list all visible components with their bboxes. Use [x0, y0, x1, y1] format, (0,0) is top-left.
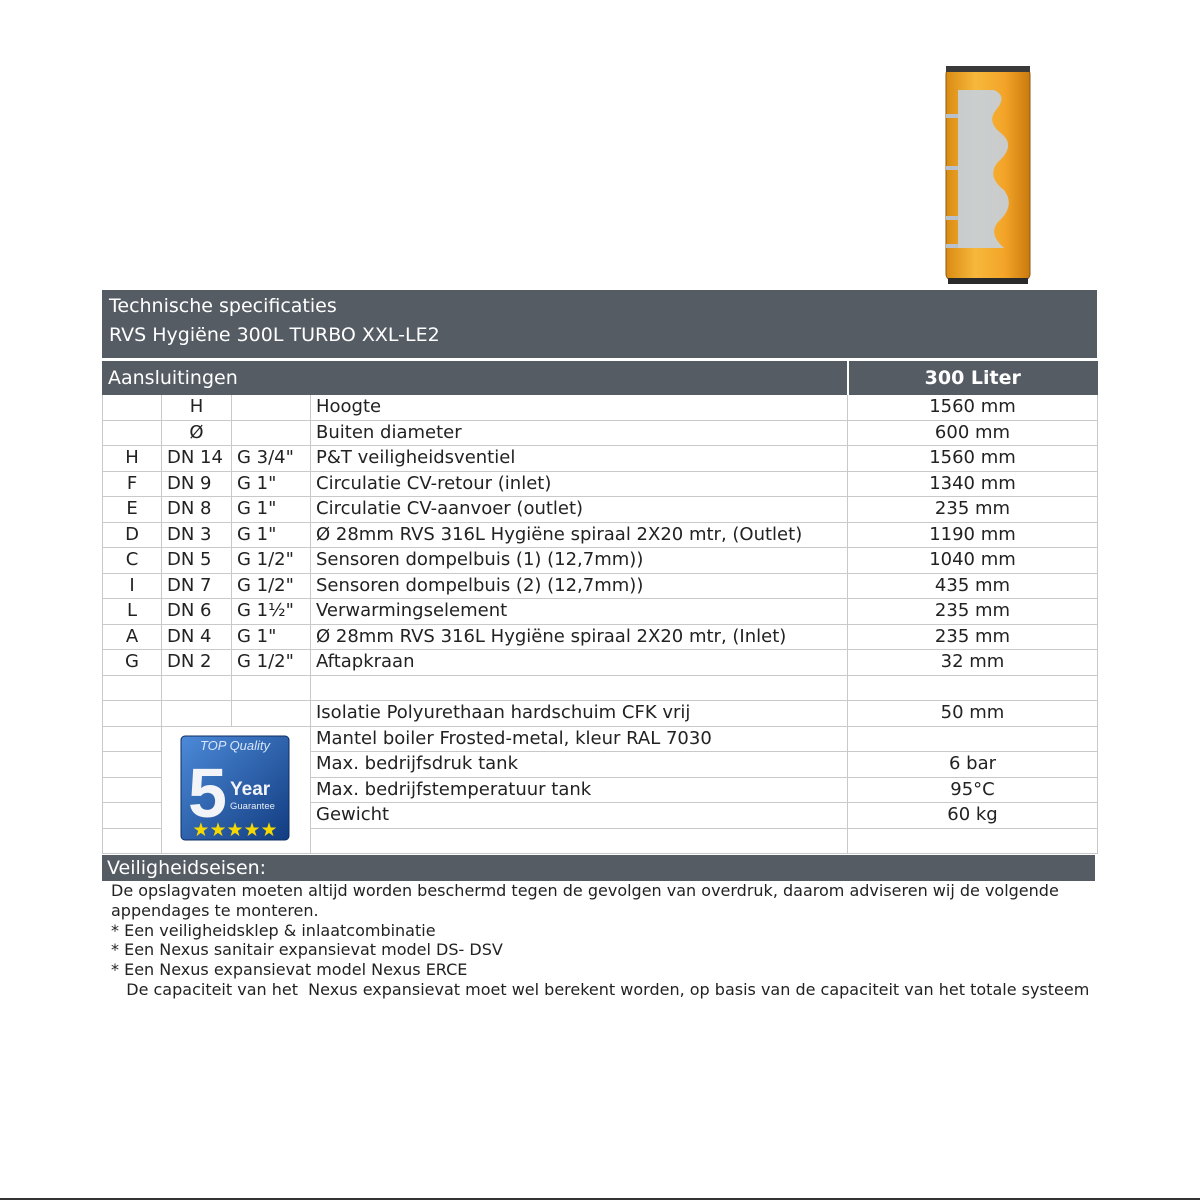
connection-value: 1560 mm [848, 395, 1098, 421]
badge-top-text: TOP Quality [199, 737, 271, 753]
connection-code: D [103, 522, 162, 548]
table-row [103, 573, 1098, 599]
connection-description: Hoogte [311, 395, 848, 421]
connection-thread: G 1½" [232, 599, 311, 625]
spec-description: Gewicht [311, 803, 848, 829]
connection-description: Circulatie CV-aanvoer (outlet) [311, 497, 848, 523]
table-row [103, 420, 1098, 446]
connection-dn: DN 5 [162, 548, 232, 574]
connection-code: G [103, 650, 162, 676]
spec-header [102, 290, 1097, 358]
table-header-row [103, 362, 1098, 395]
connection-description: Verwarmingselement [311, 599, 848, 625]
safety-line: appendages te monteren. [111, 900, 319, 920]
connection-code [103, 420, 162, 446]
connection-dn: Ø [162, 420, 232, 446]
badge-stars: ★★★★★ [192, 818, 278, 841]
connection-code: I [103, 573, 162, 599]
connection-dn: H [162, 395, 232, 421]
connection-code: L [103, 599, 162, 625]
connection-value: 1190 mm [848, 522, 1098, 548]
safety-line: * Een Nexus sanitair expansievat model DS- DSV [111, 940, 503, 960]
connection-description: P&T veiligheidsventiel [311, 446, 848, 472]
connection-value: 1560 mm [848, 446, 1098, 472]
connection-dn: DN 9 [162, 471, 232, 497]
connection-code: A [103, 624, 162, 650]
connection-description: Sensoren dompelbuis (1) (12,7mm)) [311, 548, 848, 574]
connection-value: 32 mm [848, 650, 1098, 676]
spec-table [102, 361, 1098, 854]
spec-description: Isolatie Polyurethaan hardschuim CFK vrij [311, 701, 848, 727]
connection-thread: G 1" [232, 497, 311, 523]
connection-dn: DN 6 [162, 599, 232, 625]
table-row [103, 650, 1098, 676]
badge-number: 5 [188, 753, 227, 832]
safety-line: * Een veiligheidsklep & inlaatcombinatie [111, 920, 436, 940]
connection-dn: DN 4 [162, 624, 232, 650]
connection-thread [232, 420, 311, 446]
badge-year: Year [230, 778, 271, 800]
connection-value: 435 mm [848, 573, 1098, 599]
table-row [103, 497, 1098, 523]
connection-thread [232, 395, 311, 421]
spec-title: Technische specificaties [109, 295, 337, 317]
connections-heading: Aansluitingen [103, 362, 848, 395]
connection-dn: DN 8 [162, 497, 232, 523]
safety-line: De capaciteit van het Nexus expansievat moet wel berekent worden, op basis van de capaciteit van het totale systeem [111, 979, 1090, 999]
connection-code: E [103, 497, 162, 523]
table-row [103, 726, 1098, 752]
connection-value: 235 mm [848, 497, 1098, 523]
badge-guarantee: Guarantee [230, 800, 275, 812]
table-row [103, 522, 1098, 548]
connection-thread: G 1" [232, 522, 311, 548]
connection-value: 600 mm [848, 420, 1098, 446]
connection-description: Aftapkraan [311, 650, 848, 676]
connection-description: Circulatie CV-retour (inlet) [311, 471, 848, 497]
safety-line: De opslagvaten moeten altijd worden beschermd tegen de gevolgen van overdruk, daarom adviseren wij de volgende [111, 881, 1059, 900]
spec-value [848, 726, 1098, 752]
connection-description: Ø 28mm RVS 316L Hygiëne spiraal 2X20 mtr, (Outlet) [311, 522, 848, 548]
safety-title: Veiligheidseisen: [102, 855, 1095, 881]
table-row [103, 701, 1098, 727]
connection-description: Buiten diameter [311, 420, 848, 446]
connection-thread: G 1" [232, 471, 311, 497]
badge-cell [162, 726, 311, 854]
connection-thread: G 1/2" [232, 650, 311, 676]
connection-dn: DN 7 [162, 573, 232, 599]
connection-value: 1040 mm [848, 548, 1098, 574]
product-name: RVS Hygiëne 300L TURBO XXL-LE2 [109, 324, 440, 346]
table-row [103, 599, 1098, 625]
connection-description: Sensoren dompelbuis (2) (12,7mm)) [311, 573, 848, 599]
boiler-image [944, 66, 1032, 286]
table-row-empty [103, 675, 1098, 701]
table-row [103, 395, 1098, 421]
spec-value: 95°C [848, 777, 1098, 803]
table-row [103, 471, 1098, 497]
spec-value: 50 mm [848, 701, 1098, 727]
connection-description: Ø 28mm RVS 316L Hygiëne spiraal 2X20 mtr, (Inlet) [311, 624, 848, 650]
connection-dn: DN 2 [162, 650, 232, 676]
spec-description: Mantel boiler Frosted-metal, kleur RAL 7030 [311, 726, 848, 752]
connection-code: H [103, 446, 162, 472]
table-row [103, 446, 1098, 472]
spec-description: Max. bedrijfsdruk tank [311, 752, 848, 778]
table-row [103, 548, 1098, 574]
spec-value: 6 bar [848, 752, 1098, 778]
connection-code [103, 395, 162, 421]
connection-thread: G 1/2" [232, 548, 311, 574]
connection-dn: DN 14 [162, 446, 232, 472]
connection-thread: G 3/4" [232, 446, 311, 472]
connection-value: 235 mm [848, 624, 1098, 650]
safety-line: * Een Nexus expansievat model Nexus ERCE [111, 960, 468, 980]
connection-code: C [103, 548, 162, 574]
connection-value: 235 mm [848, 599, 1098, 625]
connection-thread: G 1" [232, 624, 311, 650]
quality-badge [180, 735, 290, 841]
capacity-heading: 300 Liter [848, 362, 1098, 395]
connection-code: F [103, 471, 162, 497]
connection-thread: G 1/2" [232, 573, 311, 599]
spec-description: Max. bedrijfstemperatuur tank [311, 777, 848, 803]
safety-text [111, 881, 1096, 1000]
connection-value: 1340 mm [848, 471, 1098, 497]
connection-dn: DN 3 [162, 522, 232, 548]
spec-value: 60 kg [848, 803, 1098, 829]
table-row [103, 624, 1098, 650]
